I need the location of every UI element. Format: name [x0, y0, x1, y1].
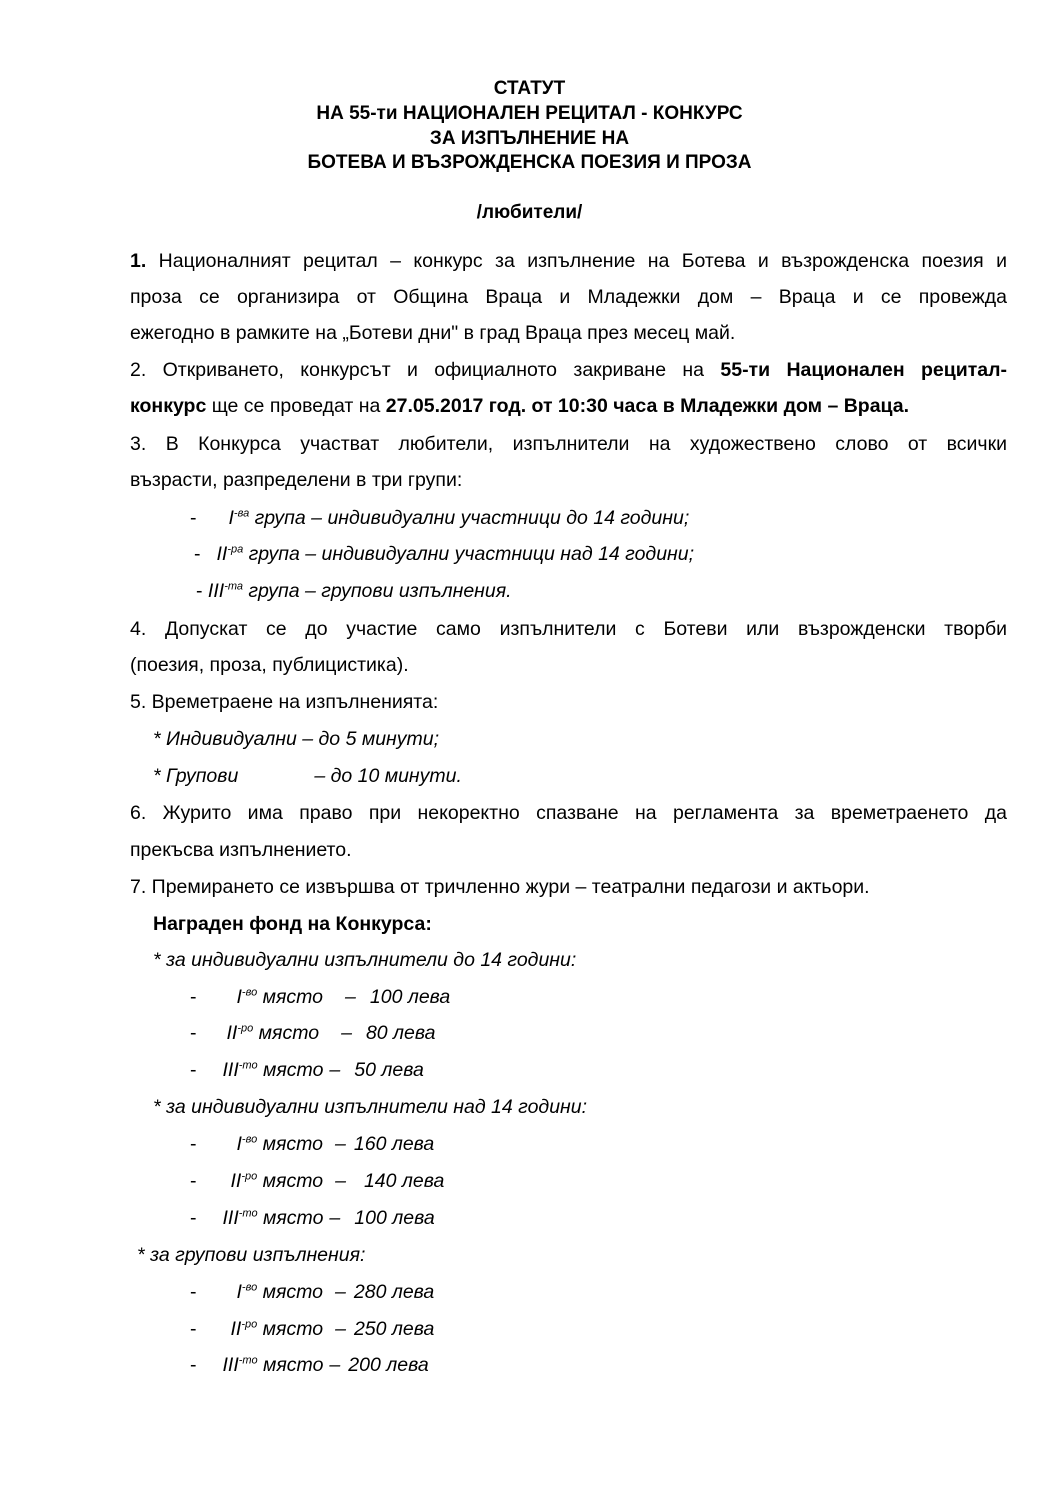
p6-text1: Журито има право при некоректно спазване на регламента за времетраенето да: [162, 802, 1008, 824]
group-1-roman: I: [228, 507, 234, 529]
group-3-dash: -: [196, 580, 208, 602]
prize-row-sup: -то: [238, 1354, 258, 1367]
p6-line2: прекъсва изпълнението.: [130, 839, 352, 861]
prize-row-sep: –: [329, 1207, 341, 1229]
p3-text1: В Конкурса участват любители, изпълнители на художествено слово от всички: [165, 433, 1007, 455]
p7-line1: 7. Премирането се извършва от тричленно жури – театрални педагози и актьори.: [130, 876, 870, 898]
duration-group-value: – до 10 минути.: [314, 765, 462, 787]
p6-line1: [130, 801, 1007, 825]
prize-row-sep: –: [329, 1354, 341, 1376]
p2-text1: 2. Откриването, конкурсът и официалното закриване на: [130, 359, 705, 381]
prize-row-place: място: [257, 1281, 324, 1303]
prize-row-sup: -ро: [241, 1318, 258, 1331]
prize-row-amount: 280 лева: [353, 1281, 435, 1303]
prize-heading-groups: * за групови изпълнения:: [137, 1244, 366, 1266]
prize-row-sep: –: [335, 1133, 346, 1155]
prize-row-amount: 200 лева: [348, 1354, 429, 1376]
doc-title: СТАТУТ: [493, 78, 566, 99]
p1-text1: Националният рецитал – конкурс за изпълнение на Ботева и възрожденска поезия и: [158, 250, 1007, 272]
prize-row-amount: 140 лева: [363, 1170, 445, 1192]
p1-number: 1.: [130, 250, 147, 272]
prize-row-dash: -: [190, 1354, 197, 1376]
doc-title-line2: НА 55-ти НАЦИОНАЛЕН РЕЦИТАЛ - КОНКУРС: [316, 103, 743, 124]
group-3-text: група – групови изпълнения.: [243, 580, 512, 602]
p2-highlight2: конкурс: [130, 395, 207, 417]
prize-row-place: място: [253, 1022, 320, 1044]
p2-line1: [130, 358, 1007, 382]
duration-group: [153, 764, 462, 788]
p2-highlight1: 55-ти Национален рецитал-: [720, 359, 1008, 381]
prize-row-place: място: [257, 1059, 324, 1081]
prize-row-amount: 100 лева: [369, 986, 451, 1008]
prize-row-place: място: [257, 1170, 324, 1192]
p3-line1: [130, 432, 1007, 456]
prize-row-place: място: [257, 1207, 324, 1229]
prize-row-sup: -ро: [237, 1022, 254, 1035]
prize-row: [190, 985, 450, 1009]
p1-line1: [130, 249, 1007, 273]
prize-row-sep: –: [345, 986, 356, 1008]
prize-row-dash: -: [190, 1318, 197, 1340]
prize-row-dash: -: [190, 1133, 197, 1155]
prize-row-amount: 250 лева: [353, 1318, 435, 1340]
p3-line2: възрасти, разпределени в три групи:: [130, 469, 463, 491]
prize-row-amount: 50 лева: [354, 1059, 424, 1081]
prize-row-roman: II: [226, 1022, 238, 1044]
prize-row: [190, 1021, 435, 1045]
p2-text2: ще се проведат на: [206, 395, 386, 417]
p4-text1: Допускат се до участие само изпълнители с Ботеви или възрожденски творби: [164, 618, 1008, 640]
prize-row-dash: -: [190, 1281, 197, 1303]
p2-date: 27.05.2017 год. от 10:30 часа в Младежки дом – Враца.: [385, 395, 910, 417]
group-2-dash: -: [194, 543, 201, 565]
p4-line2: (поезия, проза, публицистика).: [130, 654, 409, 676]
prize-row-sup: -ро: [241, 1170, 258, 1183]
prize-row-amount: 80 лева: [365, 1022, 436, 1044]
prize-row-roman: II: [230, 1318, 242, 1340]
prize-row: [190, 1206, 435, 1230]
prize-row-dash: -: [190, 1059, 197, 1081]
prize-row-sup: -во: [241, 1133, 258, 1146]
prize-row-place: място: [257, 986, 324, 1008]
prize-row-sep: –: [341, 1022, 352, 1044]
prize-row-roman: III: [222, 1354, 239, 1376]
prize-row-roman: I: [236, 1133, 242, 1155]
prize-row-amount: 160 лева: [353, 1133, 435, 1155]
group-3-roman: III: [207, 580, 225, 602]
group-2-text: група – индивидуални участници над 14 години;: [243, 543, 695, 565]
p4-number: 4.: [130, 618, 147, 640]
doc-subtitle: /любители/: [476, 202, 583, 223]
prize-row-dash: -: [190, 1170, 197, 1192]
prize-row-amount: 100 лева: [354, 1207, 435, 1229]
prize-row-roman: III: [222, 1059, 239, 1081]
prize-row-roman: III: [222, 1207, 239, 1229]
prize-row-dash: -: [190, 986, 197, 1008]
p6-number: 6.: [130, 802, 147, 824]
prize-row-sep: –: [329, 1059, 341, 1081]
prize-heading-over14: * за индивидуални изпълнители над 14 години:: [153, 1096, 588, 1118]
p1-line2: проза се организира от Община Враца и Младежки дом – Враца и се провежда: [130, 286, 1007, 308]
doc-title-line3: ЗА ИЗПЪЛНЕНИЕ НА: [429, 128, 630, 149]
group-3: [196, 579, 512, 603]
p5-line1: 5. Времетраене на изпълненията:: [130, 691, 439, 713]
p1-line3: ежегодно в рамките на „Ботеви дни" в град Враца през месец май.: [130, 322, 736, 344]
group-2: [194, 542, 694, 566]
prize-heading-under14: * за индивидуални изпълнители до 14 години:: [153, 949, 577, 971]
prize-row: [190, 1353, 429, 1377]
group-1-text: група – индивидуални участници до 14 години;: [249, 507, 690, 529]
prize-row-place: място: [257, 1318, 324, 1340]
p3-number: 3.: [130, 433, 147, 455]
prize-row-dash: -: [190, 1207, 197, 1229]
prize-row: [190, 1058, 424, 1082]
p4-line1: [130, 617, 1007, 641]
group-2-roman: II: [216, 543, 228, 565]
prize-row-roman: I: [236, 1281, 242, 1303]
prize-row: [190, 1132, 434, 1156]
group-1: [190, 506, 689, 530]
prize-row-sep: –: [335, 1318, 346, 1340]
p2-line2: [130, 394, 909, 418]
prize-row-place: място: [257, 1354, 324, 1376]
prize-row: [190, 1317, 434, 1341]
group-3-sup: -та: [224, 580, 244, 593]
prize-row-place: място: [257, 1133, 324, 1155]
prize-row-sup: -во: [241, 1281, 258, 1294]
group-1-sup: -ва: [233, 507, 250, 520]
prize-row: [190, 1169, 444, 1193]
duration-group-label: * Групови: [153, 765, 239, 787]
group-1-dash: -: [190, 507, 197, 529]
prize-row-sup: -то: [238, 1059, 258, 1072]
prize-row-sep: –: [335, 1281, 346, 1303]
prize-fund-heading: Награден фонд на Конкурса:: [153, 913, 432, 935]
doc-title-line4: БОТЕВА И ВЪЗРОЖДЕНСКА ПОЕЗИЯ И ПРОЗА: [307, 152, 752, 173]
prize-row-sup: -во: [241, 986, 258, 999]
prize-row-roman: I: [236, 986, 242, 1008]
group-2-sup: -ра: [227, 543, 244, 556]
prize-row-sup: -то: [238, 1207, 258, 1220]
prize-row-sep: –: [335, 1170, 346, 1192]
prize-row-dash: -: [190, 1022, 197, 1044]
prize-row-roman: II: [230, 1170, 242, 1192]
duration-individual: * Индивидуални – до 5 минути;: [153, 728, 440, 750]
prize-row: [190, 1280, 434, 1304]
